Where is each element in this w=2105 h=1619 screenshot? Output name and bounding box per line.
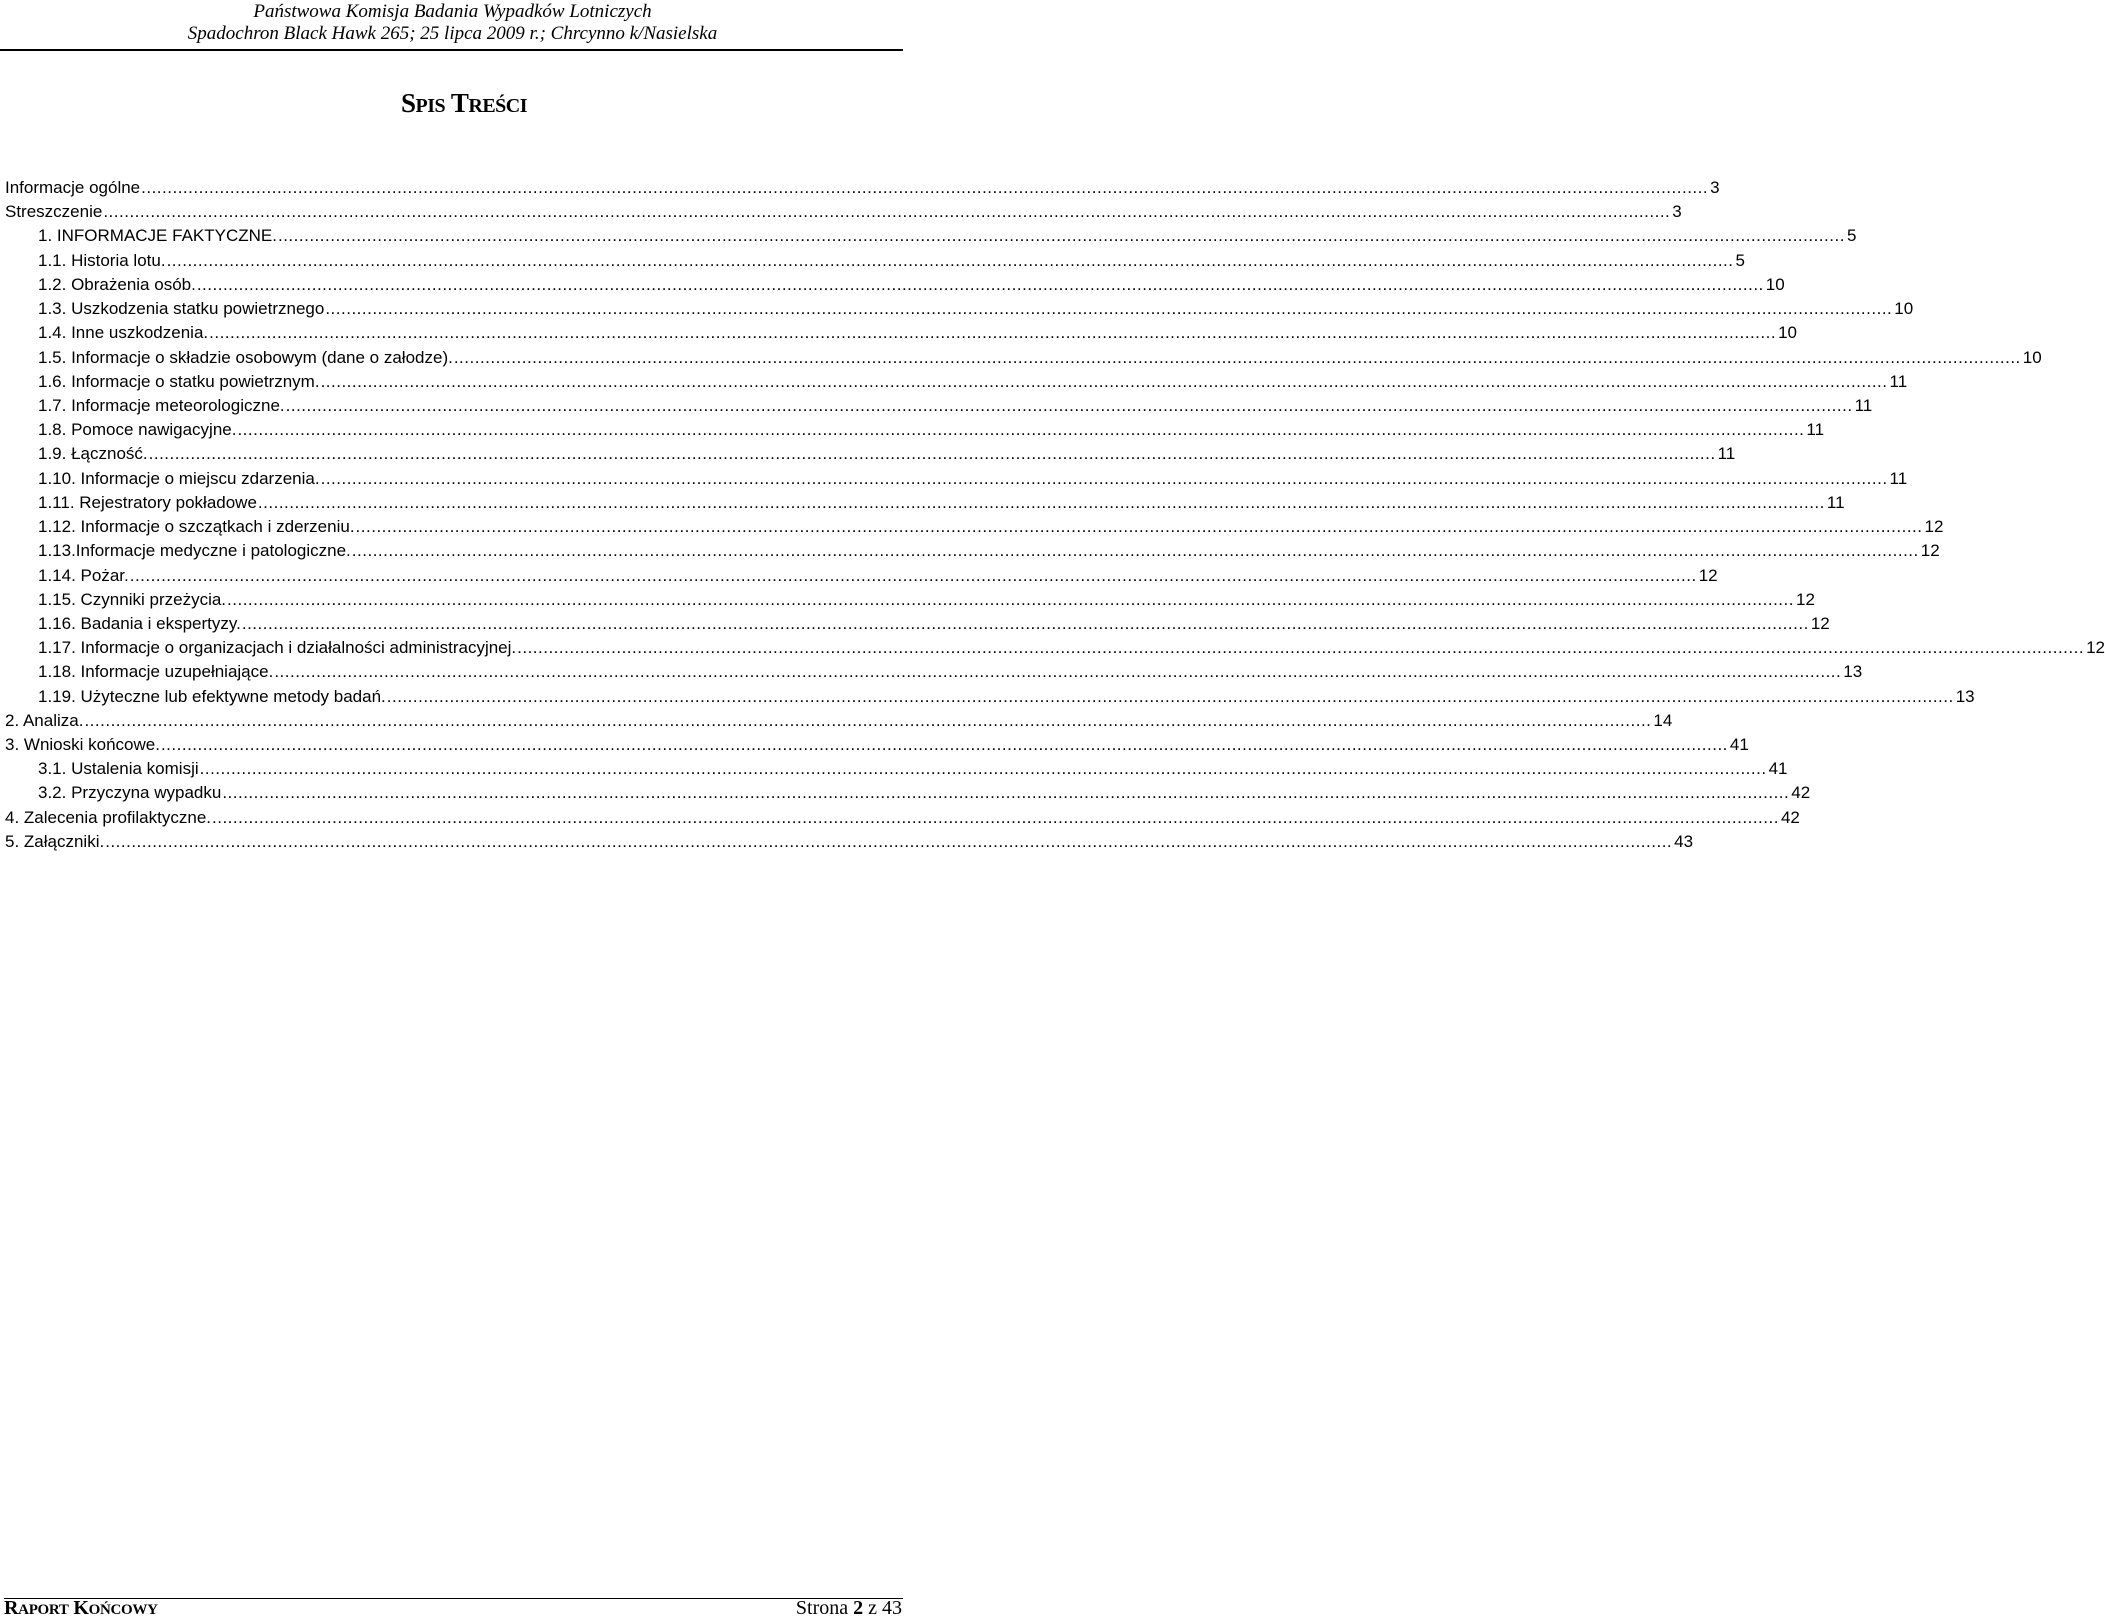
toc-entry-page: 3: [1672, 202, 1682, 222]
toc-entry-page: 12: [1698, 565, 1718, 585]
toc-dot-leader: ............................................................................................................................................................................................................................................................................................................: [320, 468, 1888, 488]
toc-entry[interactable]: [5, 321, 1797, 345]
toc-entry[interactable]: [5, 660, 1863, 684]
toc-entry-label: 1.5. Informacje o składzie osobowym (dane o załodze).: [38, 347, 453, 367]
toc-dot-leader: ............................................................................................................................................................................................................................................................................................................: [141, 178, 1709, 197]
toc-entry[interactable]: [5, 830, 1694, 854]
toc-entry[interactable]: [5, 757, 1788, 781]
toc-entry-page: 10: [1765, 274, 1785, 294]
toc-entry-label: 3. Wnioski końcowe.: [5, 735, 160, 755]
toc-entry-page: 42: [1791, 783, 1811, 803]
toc-title-t: T: [450, 88, 469, 118]
toc-dot-leader: ............................................................................................................................................................................................................................................................................................................: [453, 347, 2021, 367]
toc-entry-label: 3.1. Ustalenia komisji: [38, 759, 199, 779]
toc-entry[interactable]: [5, 733, 1749, 757]
toc-entry-label: 3.2. Przyczyna wypadku: [38, 783, 222, 803]
header-organization: Państwowa Komisja Badania Wypadków Lotniczych: [253, 1, 652, 22]
toc-entry-page: 12: [1924, 517, 1944, 537]
toc-entry-label: 1.14. Pożar.: [38, 565, 129, 585]
toc-entry-page: 41: [1729, 735, 1749, 755]
toc-entry-page: 41: [1768, 759, 1788, 779]
toc-entry[interactable]: [5, 249, 1745, 273]
toc-entry-label: 1.15. Czynniki przeżycia.: [38, 589, 227, 609]
toc-entry-page: 5: [1846, 226, 1857, 246]
toc-entry-label: 1.8. Pomoce nawigacyjne.: [38, 420, 237, 440]
toc-dot-leader: ............................................................................................................................................................................................................................................................................................................: [241, 613, 1809, 633]
toc-entry[interactable]: [5, 200, 1682, 224]
toc-dot-leader: ............................................................................................................................................................................................................................................................................................................: [355, 517, 1923, 537]
footer-k: K: [73, 1597, 89, 1619]
toc-entry[interactable]: [5, 588, 1815, 612]
toc-entry-page: 13: [1843, 662, 1863, 682]
toc-entry[interactable]: [5, 273, 1785, 297]
footer-oncowy: OŃCOWY: [88, 1602, 158, 1618]
toc-title-pis: PIS: [415, 95, 446, 117]
toc-entry-page: 10: [2022, 347, 2042, 367]
page-number-current: 2: [853, 1597, 864, 1619]
toc-dot-leader: ............................................................................................................................................................................................................................................................................................................: [257, 492, 1825, 512]
page-number-prefix: Strona: [795, 1597, 849, 1619]
toc-dot-leader: ............................................................................................................................................................................................................................................................................................................: [148, 444, 1716, 464]
toc-entry-label: 1.18. Informacje uzupełniające.: [38, 662, 274, 682]
toc-entry-label: 1.2. Obrażenia osób.: [38, 274, 196, 294]
footer-aport: APORT: [18, 1602, 69, 1618]
toc-dot-leader: ............................................................................................................................................................................................................................................................................................................: [212, 807, 1779, 827]
toc-entry[interactable]: [5, 224, 1857, 248]
toc-entry-page: 11: [1717, 444, 1736, 464]
toc-dot-leader: ............................................................................................................................................................................................................................................................................................................: [277, 226, 1845, 246]
toc-entry[interactable]: [5, 564, 1718, 588]
toc-entry-page: 11: [1826, 492, 1845, 512]
toc-entry[interactable]: [5, 297, 1914, 321]
header-report-subject: Spadochron Black Hawk 265; 25 lipca 2009 r.; Chrcynno k/Nasielska: [187, 23, 718, 44]
toc-dot-leader: ............................................................................................................................................................................................................................................................................................................: [386, 686, 1954, 706]
footer-report-type: [4, 1597, 158, 1619]
toc-dot-leader: ............................................................................................................................................................................................................................................................................................................: [351, 541, 1919, 561]
toc-entry-page: 5: [1735, 250, 1745, 270]
toc-entry-label: 2. Analiza.: [5, 710, 84, 730]
toc-dot-leader: ............................................................................................................................................................................................................................................................................................................: [320, 371, 1888, 391]
toc-dot-leader: ............................................................................................................................................................................................................................................................................................................: [129, 565, 1697, 585]
toc-entry-page: 11: [1854, 395, 1873, 415]
toc-entry-label: 1.4. Inne uszkodzenia.: [38, 323, 209, 343]
toc-dot-leader: ............................................................................................................................................................................................................................................................................................................: [227, 589, 1794, 609]
footer-divider: [4, 1598, 903, 1599]
toc-entry-page: 13: [1955, 686, 1975, 706]
toc-entry-page: 11: [1889, 468, 1908, 488]
toc-entry-page: 10: [1778, 323, 1797, 343]
header-divider: [0, 49, 903, 51]
table-of-contents: [5, 176, 2105, 854]
toc-entry-page: 43: [1674, 831, 1694, 851]
toc-entry-page: 12: [2086, 638, 2105, 658]
toc-entry-label: 1.12. Informacje o szczątkach i zderzeniu.: [38, 517, 355, 537]
toc-entry-page: 12: [1810, 613, 1830, 633]
toc-entry[interactable]: [5, 806, 1800, 830]
toc-dot-leader: ............................................................................................................................................................................................................................................................................................................: [160, 735, 1728, 755]
toc-entry[interactable]: [5, 394, 1873, 418]
toc-entry[interactable]: [5, 370, 1908, 394]
toc-entry[interactable]: [5, 176, 1720, 200]
toc-dot-leader: ............................................................................................................................................................................................................................................................................................................: [274, 662, 1842, 682]
toc-entry-label: 4. Zalecenia profilaktyczne.: [5, 807, 211, 827]
toc-entry-page: 12: [1920, 541, 1940, 561]
toc-entry-label: 1.16. Badania i ekspertyzy.: [38, 613, 241, 633]
toc-dot-leader: ............................................................................................................................................................................................................................................................................................................: [222, 783, 1790, 803]
toc-dot-leader: ............................................................................................................................................................................................................................................................................................................: [84, 710, 1652, 730]
toc-entry-page: 12: [1795, 589, 1815, 609]
toc-entry-page: 11: [1889, 371, 1908, 391]
toc-entry-label: 1.3. Uszkodzenia statku powietrznego: [38, 299, 325, 319]
toc-entry[interactable]: [5, 539, 1940, 563]
toc-entry-label: 1.11. Rejestratory pokładowe: [38, 492, 257, 512]
footer-r: R: [4, 1597, 19, 1619]
toc-entry[interactable]: [5, 467, 1908, 491]
toc-entry-page: 11: [1806, 420, 1825, 440]
toc-dot-leader: ............................................................................................................................................................................................................................................................................................................: [196, 274, 1764, 294]
toc-dot-leader: ............................................................................................................................................................................................................................................................................................................: [517, 638, 2085, 658]
toc-entry-label: 1.1. Historia lotu.: [38, 250, 166, 270]
toc-dot-leader: ............................................................................................................................................................................................................................................................................................................: [325, 299, 1893, 319]
toc-dot-leader: ............................................................................................................................................................................................................................................................................................................: [285, 395, 1853, 415]
toc-dot-leader: ............................................................................................................................................................................................................................................................................................................: [103, 202, 1671, 222]
toc-title: [0, 88, 928, 119]
toc-entry-label: 1.9. Łączność.: [38, 444, 148, 464]
toc-entry-label: 1.19. Użyteczne lub efektywne metody badań.: [38, 686, 386, 706]
toc-entry[interactable]: [5, 346, 2042, 370]
toc-entry[interactable]: [5, 685, 1975, 709]
toc-entry[interactable]: [5, 491, 1845, 515]
toc-entry[interactable]: [5, 515, 1944, 539]
toc-entry-page: 14: [1653, 710, 1673, 730]
toc-entry-page: 42: [1780, 807, 1800, 827]
toc-entry-label: 5. Załączniki.: [5, 831, 105, 851]
toc-entry-label: Streszczenie: [5, 202, 103, 222]
toc-dot-leader: ............................................................................................................................................................................................................................................................................................................: [237, 420, 1805, 440]
toc-entry[interactable]: [5, 636, 2105, 660]
toc-title-resci: REŚCI: [468, 95, 528, 117]
toc-dot-leader: ............................................................................................................................................................................................................................................................................................................: [166, 250, 1734, 270]
toc-entry[interactable]: [5, 709, 1673, 733]
toc-entry-label: 1.13.Informacje medyczne i patologiczne.: [38, 541, 351, 561]
toc-entry[interactable]: [5, 781, 1811, 805]
toc-entry-page: 3: [1710, 178, 1720, 197]
toc-entry[interactable]: [5, 418, 1825, 442]
toc-entry[interactable]: [5, 612, 1830, 636]
page-number-total: z 43: [868, 1597, 902, 1619]
toc-entry-label: 1.6. Informacje o statku powietrznym.: [38, 371, 320, 391]
toc-entry-label: 1.7. Informacje meteorologiczne.: [38, 395, 285, 415]
toc-entry-label: 1. INFORMACJE FAKTYCZNE.: [38, 226, 277, 246]
toc-entry-label: 1.17. Informacje o organizacjach i działalności administracyjnej.: [38, 638, 517, 658]
page-number: [795, 1597, 902, 1619]
toc-dot-leader: ............................................................................................................................................................................................................................................................................................................: [209, 323, 1777, 343]
toc-dot-leader: ............................................................................................................................................................................................................................................................................................................: [105, 831, 1673, 851]
toc-dot-leader: ............................................................................................................................................................................................................................................................................................................: [199, 759, 1767, 779]
toc-entry-label: Informacje ogólne: [5, 178, 141, 197]
toc-title-s: S: [400, 88, 416, 118]
toc-entry-page: 10: [1894, 299, 1914, 319]
toc-entry-label: 1.10. Informacje o miejscu zdarzenia.: [38, 468, 320, 488]
toc-entry[interactable]: [5, 442, 1736, 466]
